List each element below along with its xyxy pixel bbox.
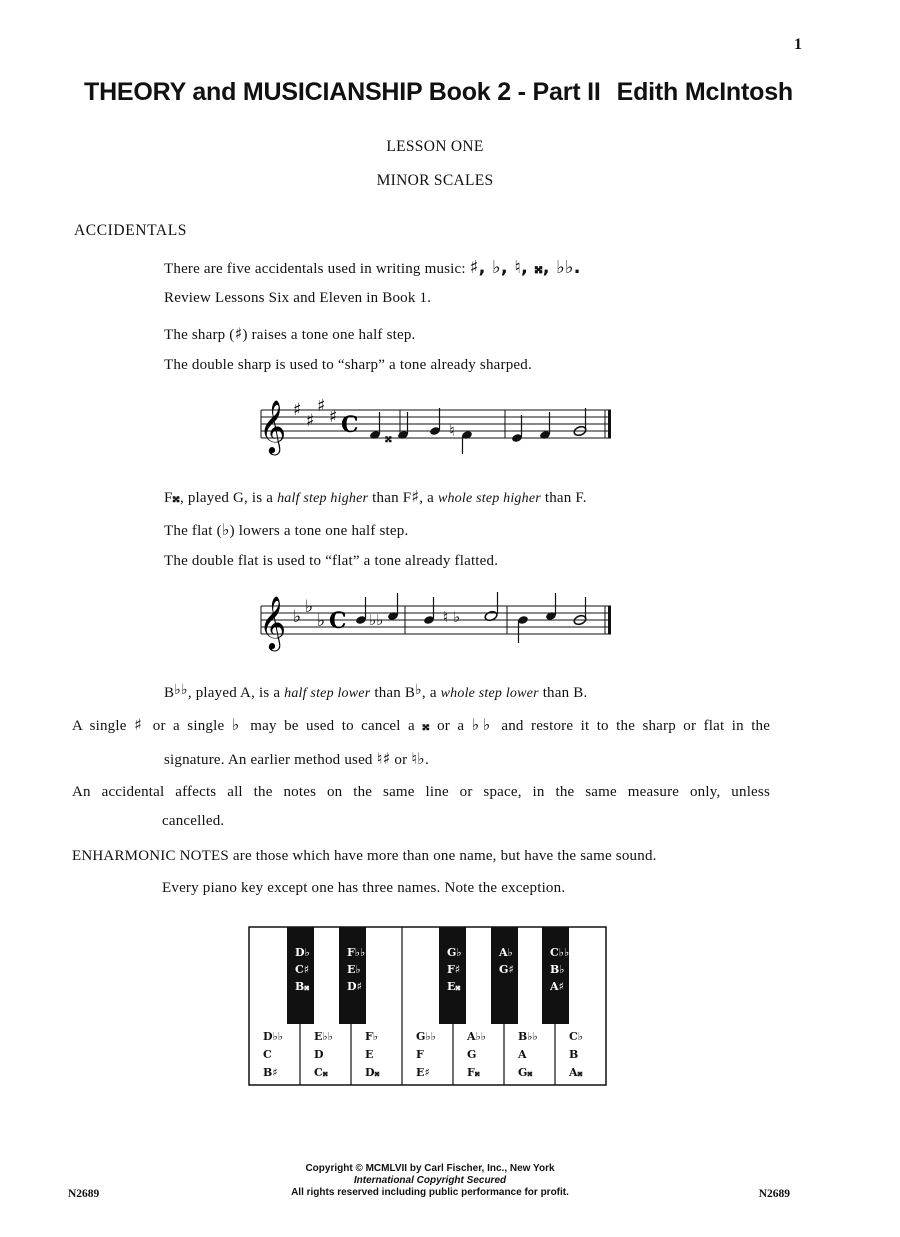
svg-text:♭: ♭ bbox=[293, 607, 302, 627]
treble-clef: 𝄞 bbox=[259, 595, 287, 649]
black-key-label: A♭ bbox=[499, 946, 513, 959]
white-key-label: A♭♭ bbox=[467, 1030, 486, 1043]
black-key-label: D♯ bbox=[347, 980, 362, 993]
white-key-label: A𝄪 bbox=[569, 1066, 583, 1079]
white-key-label: D bbox=[314, 1048, 324, 1061]
book-title: THEORY and MUSICIANSHIP Book 2 - Part II bbox=[84, 78, 601, 106]
accidentals-line-2: Review Lessons Six and Eleven in Book 1. bbox=[164, 290, 432, 306]
white-key-label: D𝄪 bbox=[365, 1066, 380, 1079]
black-key-label: F♭♭ bbox=[347, 946, 366, 959]
enharmonic-exception-note: Every piano key except one has three names. Note the exception. bbox=[162, 880, 566, 896]
svg-text:♯: ♯ bbox=[317, 396, 326, 416]
black-key-label: E𝄪 bbox=[447, 980, 461, 993]
svg-text:♭: ♭ bbox=[317, 611, 326, 631]
white-key-label: F♭ bbox=[365, 1030, 378, 1043]
piano-keyboard-diagram bbox=[248, 926, 610, 1088]
white-key-label: C bbox=[263, 1048, 272, 1061]
staff-double-flat-example bbox=[255, 588, 615, 656]
white-key-label: C♭ bbox=[569, 1030, 583, 1043]
black-key-label: D♭ bbox=[295, 946, 310, 959]
accidental-symbols: ♯, ♭, ♮, 𝄪, ♭♭. bbox=[469, 257, 581, 278]
svg-text:♮: ♮ bbox=[449, 421, 455, 440]
lesson-topic: MINOR SCALES bbox=[376, 172, 494, 189]
catalog-code-right: N2689 bbox=[758, 1188, 790, 1200]
staff-double-sharp-example bbox=[255, 392, 615, 460]
accidentals-line-4: The double sharp is used to “sharp” a tone already sharped. bbox=[164, 357, 532, 373]
svg-text:♭♭: ♭♭ bbox=[369, 611, 384, 629]
author-name: Edith McIntosh bbox=[616, 78, 793, 106]
white-key-label: C𝄪 bbox=[314, 1066, 328, 1079]
black-key-label: A♯ bbox=[550, 980, 564, 993]
svg-text:C: C bbox=[341, 412, 359, 438]
black-key-label: G♯ bbox=[499, 963, 514, 976]
copyright-notice: Copyright © MCMLVII by Carl Fischer, Inc., New York International Copyright Secured All rights reserved including public performance for profit. bbox=[291, 1163, 569, 1198]
cancel-rule-continued: signature. An earlier method used ♮♯ or ♮♭. bbox=[164, 749, 429, 768]
white-key-label: G bbox=[467, 1048, 477, 1061]
svg-text:♭: ♭ bbox=[305, 597, 314, 617]
white-key-label: G♭♭ bbox=[416, 1030, 436, 1043]
accidental-scope-line: An accidental affects all the notes on the same line or space, in the same measure only, unless bbox=[72, 784, 770, 800]
page-number: 1 bbox=[794, 36, 802, 53]
enharmonic-definition: ENHARMONIC NOTES are those which have more than one name, but have the same sound. bbox=[72, 848, 657, 864]
lesson-number: LESSON ONE bbox=[386, 138, 484, 155]
white-key-label: A bbox=[518, 1048, 527, 1061]
black-key-label: F♯ bbox=[447, 963, 461, 976]
svg-text:♮: ♮ bbox=[443, 608, 449, 626]
accidentals-line-7: The double flat is used to “flat” a tone already flatted. bbox=[164, 553, 499, 569]
accidentals-heading: ACCIDENTALS bbox=[74, 222, 187, 239]
cancel-rule-line: A single ♯ or a single ♭ may be used to cancel a 𝄪 or a ♭♭ and restore it to the sharp or flat in the bbox=[72, 715, 771, 734]
page-title bbox=[84, 78, 793, 107]
double-flat-explanation: B♭♭, played A, is a half step lower than B♭, a whole step lower than B. bbox=[164, 682, 588, 701]
black-key-label: E♭ bbox=[347, 963, 361, 976]
svg-text:♯: ♯ bbox=[306, 411, 315, 431]
accidentals-line-1: There are five accidentals used in writing music: ♯, ♭, ♮, 𝄪, ♭♭. bbox=[164, 257, 581, 278]
white-key-label: F bbox=[416, 1048, 424, 1061]
black-key-label: B♭ bbox=[550, 963, 565, 976]
black-key-label: C♭♭ bbox=[550, 946, 570, 959]
svg-text:♯: ♯ bbox=[329, 407, 338, 427]
white-key-label: D♭♭ bbox=[263, 1030, 283, 1043]
white-key-label: G𝄪 bbox=[518, 1066, 533, 1079]
white-key-label: F𝄪 bbox=[467, 1066, 480, 1079]
svg-text:♯: ♯ bbox=[293, 400, 302, 420]
accidentals-line-3: The sharp (♯) raises a tone one half step. bbox=[164, 324, 416, 343]
white-key-label: B♭♭ bbox=[518, 1030, 538, 1043]
svg-text:C: C bbox=[329, 608, 347, 634]
catalog-code-left: N2689 bbox=[68, 1188, 100, 1200]
white-key-label: B♯ bbox=[263, 1066, 278, 1079]
accidental-scope-continued: cancelled. bbox=[162, 813, 225, 829]
accidentals-line-6: The flat (♭) lowers a tone one half step. bbox=[164, 520, 409, 539]
white-key-label: E♭♭ bbox=[314, 1030, 333, 1043]
svg-text:𝄪: 𝄪 bbox=[385, 428, 392, 446]
white-key-label: E bbox=[365, 1048, 374, 1061]
white-key-label: E♯ bbox=[416, 1066, 430, 1079]
black-key-label: B𝄪 bbox=[295, 980, 310, 993]
black-key-label: G♭ bbox=[447, 946, 462, 959]
black-key-label: C♯ bbox=[295, 963, 310, 976]
treble-clef: 𝄞 bbox=[259, 399, 287, 453]
svg-text:♭: ♭ bbox=[453, 608, 461, 626]
white-key-label: B bbox=[569, 1048, 579, 1061]
double-sharp-explanation: F𝄪, played G, is a half step higher than F♯, a whole step higher than F. bbox=[164, 487, 587, 506]
